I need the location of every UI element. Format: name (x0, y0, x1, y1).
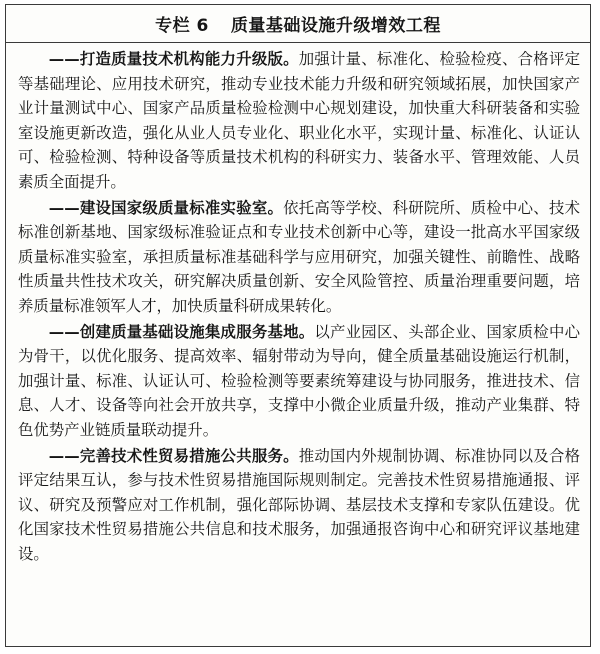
paragraph-lead: ——完善技术性贸易措施公共服务。 (48, 446, 299, 465)
paragraph-lead: ——建设国家级质量标准实验室。 (48, 198, 284, 217)
paragraph-text: 加强计量、标准化、检验检疫、合格评定等基础理论、应用技术研究，推动专业技术能力升级和研究领域拓展，加快国家产业计量测试中心、国家产品质量检验检测中心规划建设，加快重大科研装备和实验室设施更新改造，强化从业人员专业化、职业化水平，实现计量、标准化、认证认可、检验检测、特种设备等质量技术机构的科研实力、装备水平、管理效能、人员素质全面提升。 (18, 50, 580, 191)
column-box (5, 4, 591, 647)
paragraph-standard-labs (18, 196, 580, 319)
paragraph-service-base (18, 320, 580, 443)
column-body (6, 43, 590, 566)
column-title: 质量基础设施升级增效工程 (230, 16, 441, 36)
paragraph-text: 依托高等学校、科研院所、质检中心、技术标准创新基地、国家级标准验证点和专业技术创新中心等，建设一批高水平国家级质量标准实验室，承担质量标准基础科学与应用研究，加强关键性、前瞻性、战略性质量共性技术攻关，研究解决质量创新、安全风险管控、质量治理重要问题，培养质量标准领军人才，加快质量科研成果转化。 (18, 198, 580, 315)
column-label: 专栏 6 (155, 16, 209, 36)
paragraph-trade-measures (18, 444, 580, 567)
paragraph-text: 以产业园区、头部企业、国家质检中心为骨干，以优化服务、提高效率、辐射带动为导向，健全质量基础设施运行机制，加强计量、标准、认证认可、检验检测等要素统筹建设与协同服务，推进技术、信息、人才、设备等向社会开放共享，支撑中小微企业质量升级，推动产业集群、特色优势产业链质量联动提升。 (18, 322, 580, 439)
paragraph-lead: ——打造质量技术机构能力升级版。 (48, 50, 299, 68)
paragraph-text: 推动国内外规制协调、标准协同以及合格评定结果互认，参与技术性贸易措施国际规则制定。完善技术性贸易措施通报、评议、研究及预警应对工作机制，强化部际协调、基层技术支撑和专家队伍建设。优化国家技术性贸易措施公共信息和技术服务，加强通报咨询中心和研究评议基地建设。 (18, 446, 580, 563)
paragraph-lead: ——创建质量基础设施集成服务基地。 (48, 322, 315, 341)
paragraph-quality-institutions (18, 47, 580, 195)
column-header (6, 5, 590, 43)
